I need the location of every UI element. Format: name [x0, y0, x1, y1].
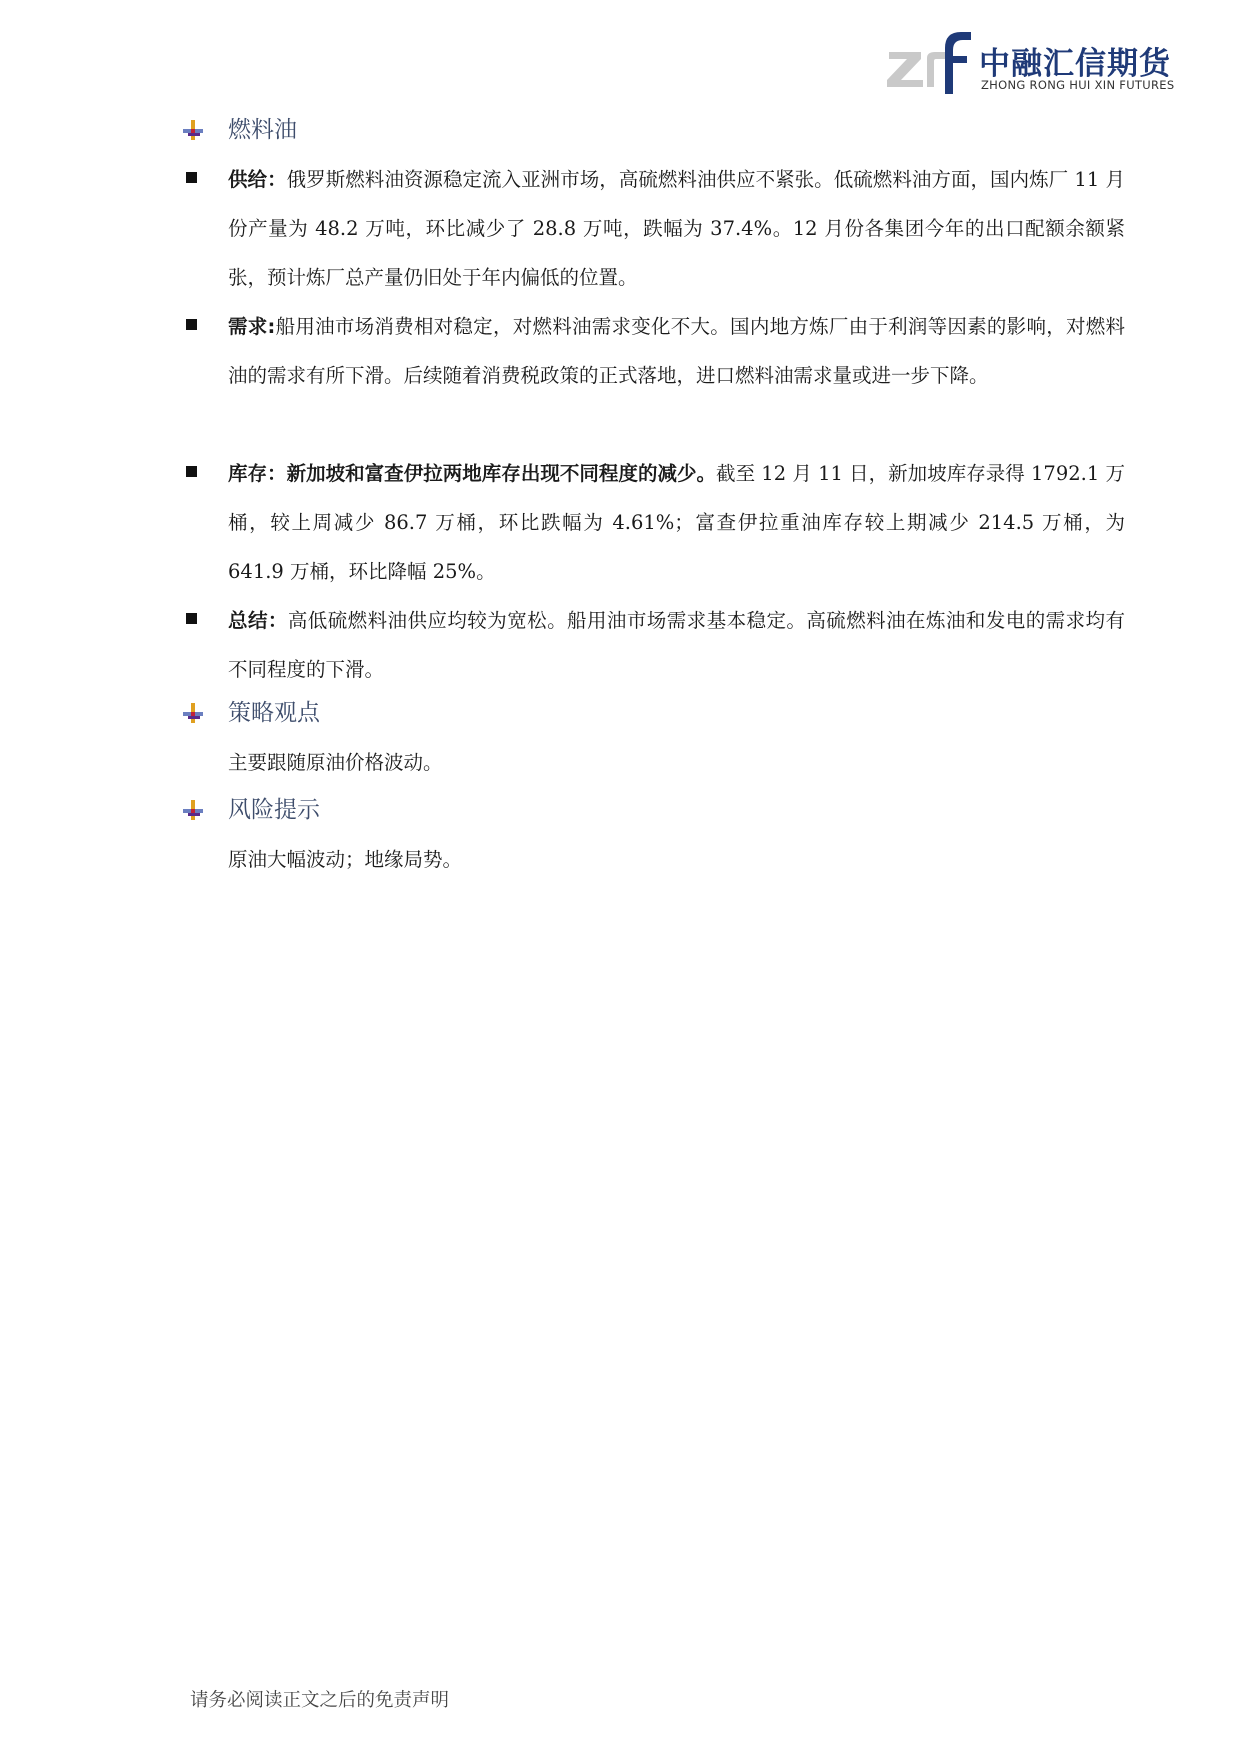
section-bullet-icon: [183, 703, 203, 723]
label-summary: 总结：: [228, 609, 288, 632]
znf-logo-mark-icon: [883, 30, 973, 94]
square-bullet-icon: [186, 172, 197, 183]
square-bullet-icon: [186, 319, 197, 330]
square-bullet-icon: [186, 466, 197, 477]
paragraph-demand: [228, 302, 1125, 400]
section-title: 风险提示: [228, 797, 320, 823]
text-summary: 高低硫燃料油供应均较为宽松。船用油市场需求基本稳定。高硫燃料油在炼油和发电的需求均有不同程度的下滑。: [228, 609, 1125, 681]
label-demand: 需求:: [228, 315, 276, 338]
footer-disclaimer: 请务必阅读正文之后的免责声明: [190, 1690, 450, 1711]
logo-english-name: ZHONG RONG HUI XIN FUTURES: [981, 78, 1175, 92]
text-supply: 俄罗斯燃料油资源稳定流入亚洲市场，高硫燃料油供应不紧张。低硫燃料油方面，国内炼厂 11 月份产量为 48.2 万吨，环比减少了 28.8 万吨，跌幅为 37.4%。12 月份各集团今年的出口配额余额紧张，预计炼厂总产量仍旧处于年内偏低的位置。: [228, 168, 1125, 289]
section-title: 策略观点: [228, 700, 320, 726]
square-bullet-icon: [186, 613, 197, 624]
paragraph-supply: [228, 155, 1125, 302]
text-demand: 船用油市场消费相对稳定，对燃料油需求变化不大。国内地方炼厂由于利润等因素的影响，对燃料油的需求有所下滑。后续随着消费税政策的正式落地，进口燃料油需求量或进一步下降。: [228, 315, 1125, 387]
section-title: 燃料油: [228, 117, 297, 143]
paragraph-inventory: [228, 449, 1125, 596]
paragraph-strategy: 主要跟随原油价格波动。: [228, 751, 443, 774]
label-supply: 供给：: [228, 168, 287, 191]
paragraph-risk: 原油大幅波动；地缘局势。: [228, 848, 463, 871]
paragraph-summary: [228, 596, 1125, 694]
section-bullet-icon: [183, 800, 203, 820]
text-inventory: 截至 12 月 11 日，新加坡库存录得 1792.1 万桶，较上周减少 86.7 万桶，环比跌幅为 4.61%；富查伊拉重油库存较上期减少 214.5 万桶，为 641.9 万桶，环比降幅 25%。: [228, 462, 1125, 583]
logo-chinese-name: 中融汇信期货: [979, 46, 1171, 82]
label-inventory: 库存：新加坡和富查伊拉两地库存出现不同程度的减少。: [228, 462, 717, 485]
section-bullet-icon: [183, 120, 203, 140]
company-logo: [883, 30, 1175, 94]
